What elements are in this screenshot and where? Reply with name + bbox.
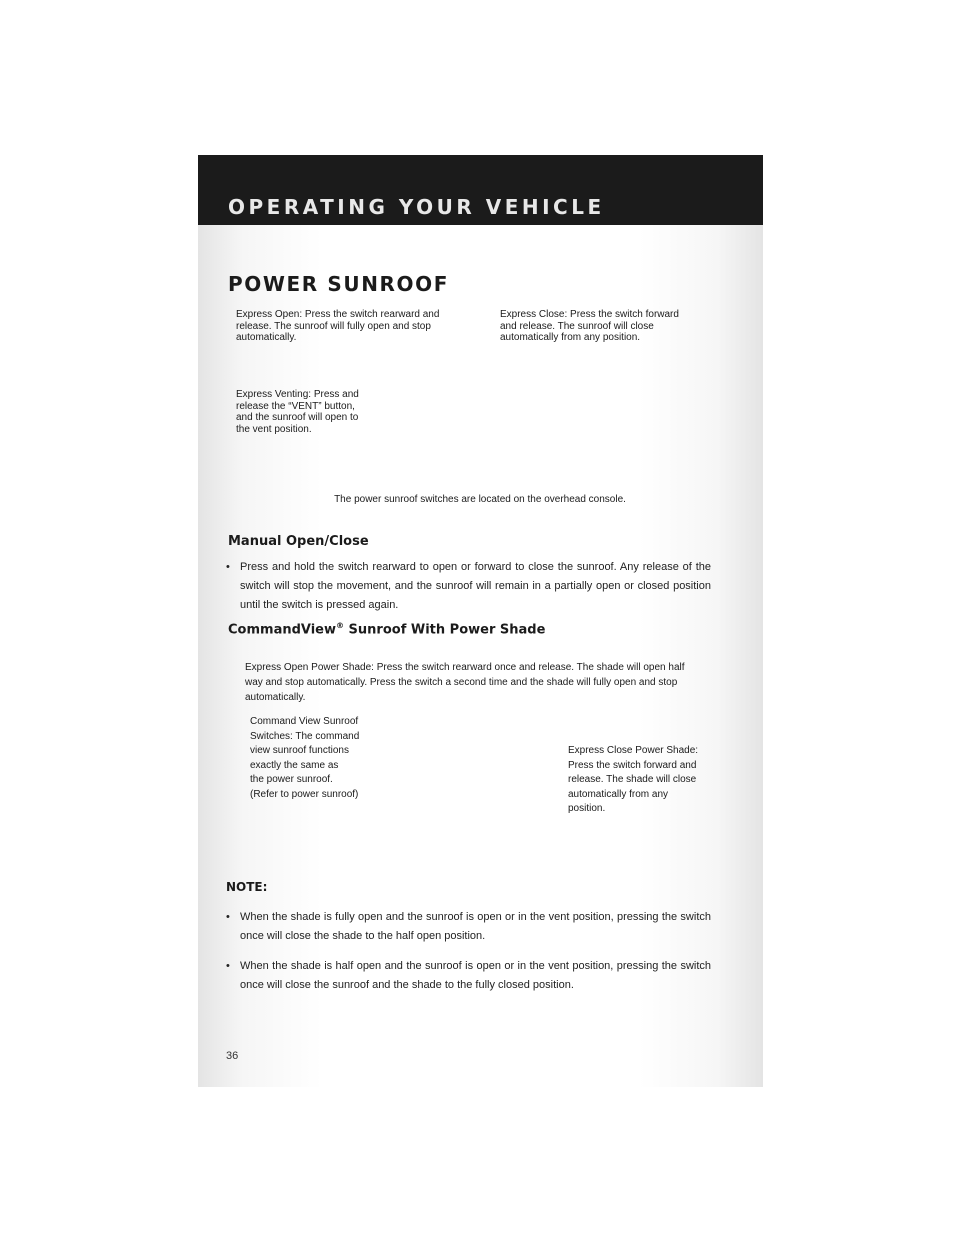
callout-express-close: Express Close: Press the switch forward and release. The sunroof will close automatically from any position. xyxy=(500,309,679,343)
note-bullet-text: When the shade is fully open and the sunroof is open or in the vent position, pressing the switch once will close the shade to the half open position. xyxy=(240,911,711,942)
commandview-title-main: CommandView xyxy=(228,622,337,638)
header-title: OPERATING YOUR VEHICLE xyxy=(228,195,605,219)
callout-express-venting: Express Venting: Press and release the “VENT” button, and the sunroof will open to the vent position. xyxy=(236,389,359,435)
page-header xyxy=(198,155,763,225)
section-title: POWER SUNROOF xyxy=(228,272,449,296)
note-bullet xyxy=(226,908,711,946)
registered-mark: ® xyxy=(336,621,345,630)
note-label: NOTE: xyxy=(226,880,268,894)
manual-open-close-title: Manual Open/Close xyxy=(228,534,369,549)
callout-command-view-switches: Command View Sunroof Switches: The command view sunroof functions exactly the same as the power sunroof. (Refer to power sunroof) xyxy=(250,716,360,800)
commandview-title-rest: Sunroof With Power Shade xyxy=(344,622,546,638)
commandview-title xyxy=(228,621,545,637)
manual-bullet xyxy=(226,558,711,615)
page-number: 36 xyxy=(226,1050,239,1062)
callout-express-open-power-shade: Express Open Power Shade: Press the switch rearward once and release. The shade will open half way and stop automatically. Press the switch a second time and the shade will fully open and stop automatically. xyxy=(245,662,685,703)
note-bullet-text: When the shade is half open and the sunroof is open or in the vent position, pressing the switch once will close the sunroof and the shade to the fully closed position. xyxy=(240,960,711,991)
callout-express-close-power-shade: Express Close Power Shade: Press the switch forward and release. The shade will close automatically from any position. xyxy=(568,745,699,814)
callout-express-open: Express Open: Press the switch rearward and release. The sunroof will fully open and stop automatically. xyxy=(236,309,440,343)
manual-bullet-text: Press and hold the switch rearward to open or forward to close the sunroof. Any release of the switch will stop the movement, and the sunroof will remain in a partially open or closed position until the switch is pressed again. xyxy=(240,561,711,611)
note-bullet xyxy=(226,957,711,995)
bullet-dot: • xyxy=(226,911,230,923)
bullet-dot: • xyxy=(226,561,230,573)
bullet-dot: • xyxy=(226,960,230,972)
figure-caption: The power sunroof switches are located on the overhead console. xyxy=(334,494,626,505)
